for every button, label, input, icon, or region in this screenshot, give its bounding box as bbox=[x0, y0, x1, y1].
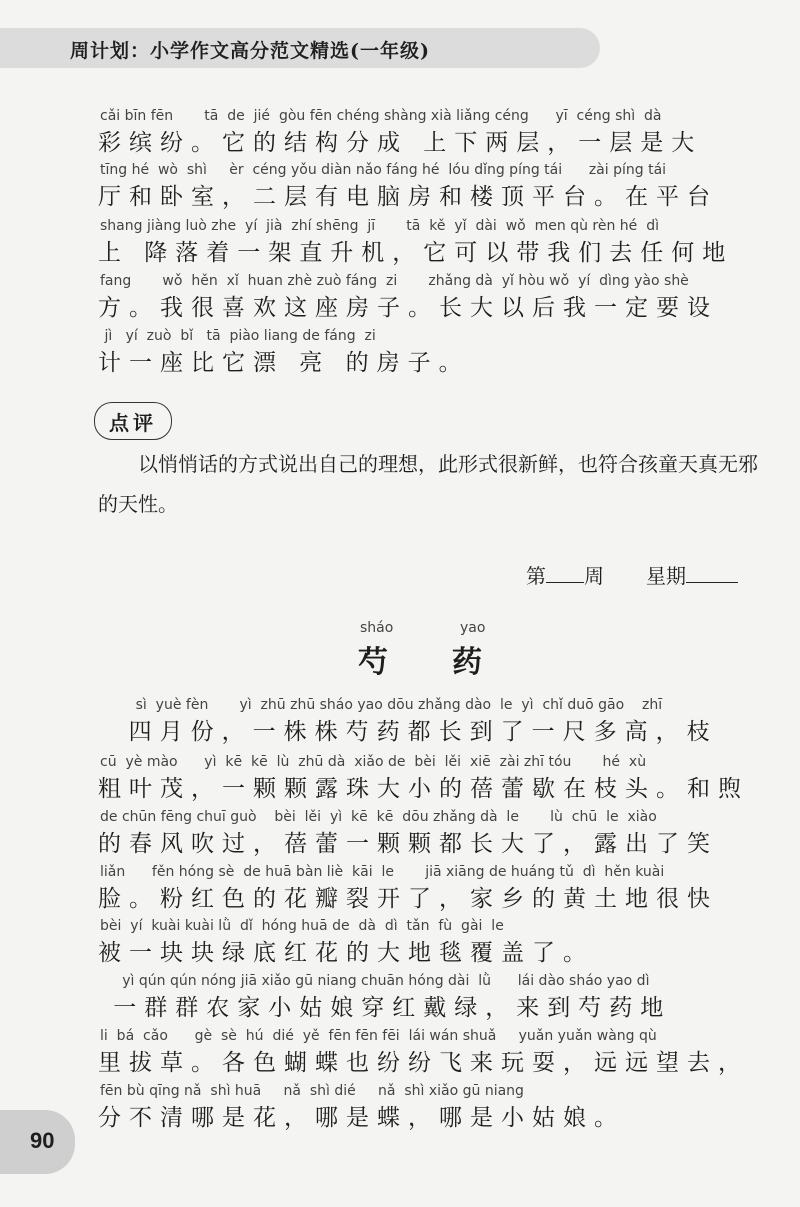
page-number: 90 bbox=[30, 1128, 55, 1153]
text-line: 脸。粉红色的花瓣裂开了，家乡的黄土地很快 bbox=[98, 886, 718, 912]
title-char: 药 bbox=[452, 645, 482, 680]
pinyin-line: cū yè mào yì kē kē lù zhū dà xiǎo de bèi lěi xiē zài zhī tóu hé xù bbox=[100, 754, 647, 770]
week-day-line bbox=[526, 560, 738, 589]
text-line: 方。我很喜欢这座房子。长大以后我一定要设 bbox=[98, 295, 718, 321]
pinyin-line: fang wǒ hěn xǐ huan zhè zuò fáng zi zhǎng dà yǐ hòu wǒ yí dìng yào shè bbox=[100, 273, 689, 289]
pinyin-line: yì qún qún nóng jiā xiǎo gū niang chuān hóng dài lǜ lái dào sháo yao dì bbox=[100, 973, 650, 989]
text-line: 厅和卧室，二层有电脑房和楼顶平台。在平台 bbox=[98, 184, 718, 210]
running-header: 周计划：小学作文高分范文精选(一年级) bbox=[70, 40, 430, 62]
review-text-line: 的天性。 bbox=[98, 492, 178, 516]
text-line: 被一块块绿底红花的大地毯覆盖了。 bbox=[98, 940, 594, 966]
text-line: 的春风吹过，蓓蕾一颗颗都长大了，露出了笑 bbox=[98, 831, 718, 857]
review-badge: 点评 bbox=[94, 402, 172, 440]
pinyin-line: de chūn fēng chuī guò bèi lěi yì kē kē dōu zhǎng dà le lù chū le xiào bbox=[100, 809, 657, 825]
pinyin-line: shang jiàng luò zhe yí jià zhí shēng jī tā kě yǐ dài wǒ men qù rèn hé dì bbox=[100, 218, 659, 234]
week-prefix: 第 bbox=[526, 564, 546, 588]
week-label: 周 bbox=[584, 564, 604, 588]
text-line: 四月份，一株株芍药都长到了一尺多高，枝 bbox=[98, 719, 718, 745]
text-line: 一群群农家小姑娘穿红戴绿，来到芍药地 bbox=[98, 995, 672, 1021]
title-char: 芍 bbox=[358, 645, 388, 680]
week-blank[interactable] bbox=[546, 562, 584, 583]
title-pinyin: sháo bbox=[360, 620, 394, 636]
review-text-line: 以悄悄话的方式说出自己的理想，此形式很新鲜，也符合孩童天真无邪 bbox=[98, 452, 758, 476]
pinyin-line: li bá cǎo gè sè hú dié yě fēn fēn fēi lái wán shuǎ yuǎn yuǎn wàng qù bbox=[100, 1028, 657, 1044]
pinyin-line: liǎn fěn hóng sè de huā bàn liè kāi le jiā xiāng de huáng tǔ dì hěn kuài bbox=[100, 864, 665, 880]
text-line: 分不清哪是花，哪是蝶，哪是小姑娘。 bbox=[98, 1105, 625, 1131]
text-line: 里拔草。各色蝴蝶也纷纷飞来玩耍，远远望去， bbox=[98, 1050, 749, 1076]
pinyin-line: sì yuè fèn yì zhū zhū sháo yao dōu zhǎng dào le yì chǐ duō gāo zhī bbox=[100, 697, 663, 713]
text-line: 计一座比它漂 亮 的房子。 bbox=[98, 350, 470, 376]
pinyin-line: bèi yí kuài kuài lǜ dǐ hóng huā de dà dì tǎn fù gài le bbox=[100, 918, 504, 934]
text-line: 上 降落着一架直升机，它可以带我们去任何地 bbox=[98, 240, 734, 266]
pinyin-line: jì yí zuò bǐ tā piào liang de fáng zi bbox=[100, 328, 376, 344]
text-line: 彩缤纷。它的结构分成 上下两层，一层是大 bbox=[98, 130, 703, 156]
pinyin-line: fēn bù qīng nǎ shì huā nǎ shì dié nǎ shì xiǎo gū niang bbox=[100, 1083, 524, 1099]
pinyin-line: tīng hé wò shì èr céng yǒu diàn nǎo fáng hé lóu dǐng píng tái zài píng tái bbox=[100, 162, 667, 178]
pinyin-line: cǎi bīn fēn tā de jié gòu fēn chéng shàng xià liǎng céng yī céng shì dà bbox=[100, 108, 662, 124]
title-pinyin: yao bbox=[460, 620, 486, 636]
weekday-label: 星期 bbox=[646, 564, 686, 588]
text-line: 粗叶茂，一颗颗露珠大小的蓓蕾歇在枝头。和煦 bbox=[98, 776, 749, 802]
weekday-blank[interactable] bbox=[686, 562, 738, 583]
